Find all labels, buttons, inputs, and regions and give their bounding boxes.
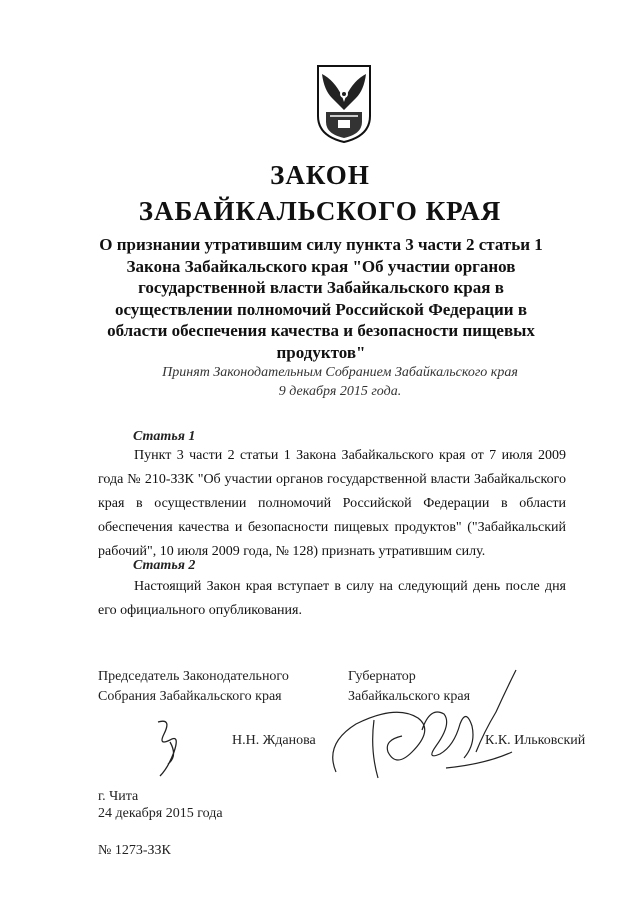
adoption-note bbox=[130, 363, 550, 401]
chairman-title bbox=[98, 667, 289, 707]
chairman-title-line1: Председатель Законодательного bbox=[98, 669, 289, 684]
article-2-title: Статья 2 bbox=[133, 558, 196, 573]
governor-signature bbox=[326, 660, 522, 790]
governor-name: К.К. Ильковский bbox=[485, 733, 586, 748]
chairman-title-line2: Собрания Забайкальского края bbox=[98, 689, 282, 704]
chairman-name: Н.Н. Жданова bbox=[232, 733, 316, 748]
law-title: ЗАКОН bbox=[270, 160, 370, 190]
governor-title-line1: Губернатор bbox=[348, 669, 416, 684]
document-city: г. Чита bbox=[98, 789, 139, 804]
article-2-text: Настоящий Закон края вступает в силу на следующий день после дня его официального опубликования. bbox=[98, 579, 566, 618]
chairman-signature bbox=[150, 716, 190, 780]
region-title: ЗАБАЙКАЛЬСКОГО КРАЯ bbox=[138, 196, 502, 226]
governor-title-line2: Забайкальского края bbox=[348, 689, 471, 704]
law-subtitle: О признании утратившим силу пункта 3 части 2 статьи 1 Закона Забайкальского края "Об участии органов государственной власти Забайкальского края в осуществлении полномочий Российской Федерации в области обеспечения качества и безопасности пищевых продуктов" bbox=[99, 235, 543, 362]
adoption-date: 9 декабря 2015 года. bbox=[278, 384, 402, 399]
coat-of-arms-emblem bbox=[316, 64, 372, 144]
article-1-title: Статья 1 bbox=[133, 429, 196, 444]
article-1-text: Пункт 3 части 2 статьи 1 Закона Забайкальского края от 7 июля 2009 года № 210-ЗЗК "Об участии органов государственной власти Забайкальского края в осуществлении полномочий Российской Федерации в области обеспечения качества и безопасности пищевых продуктов" ("Забайкальский рабочий", 10 июля 2009 года, № 128) признать утратившим силу. bbox=[98, 448, 566, 559]
document-number: № 1273-ЗЗК bbox=[98, 843, 171, 858]
document-date: 24 декабря 2015 года bbox=[98, 806, 223, 821]
adoption-line: Принят Законодательным Собранием Забайкальского края bbox=[162, 365, 518, 380]
